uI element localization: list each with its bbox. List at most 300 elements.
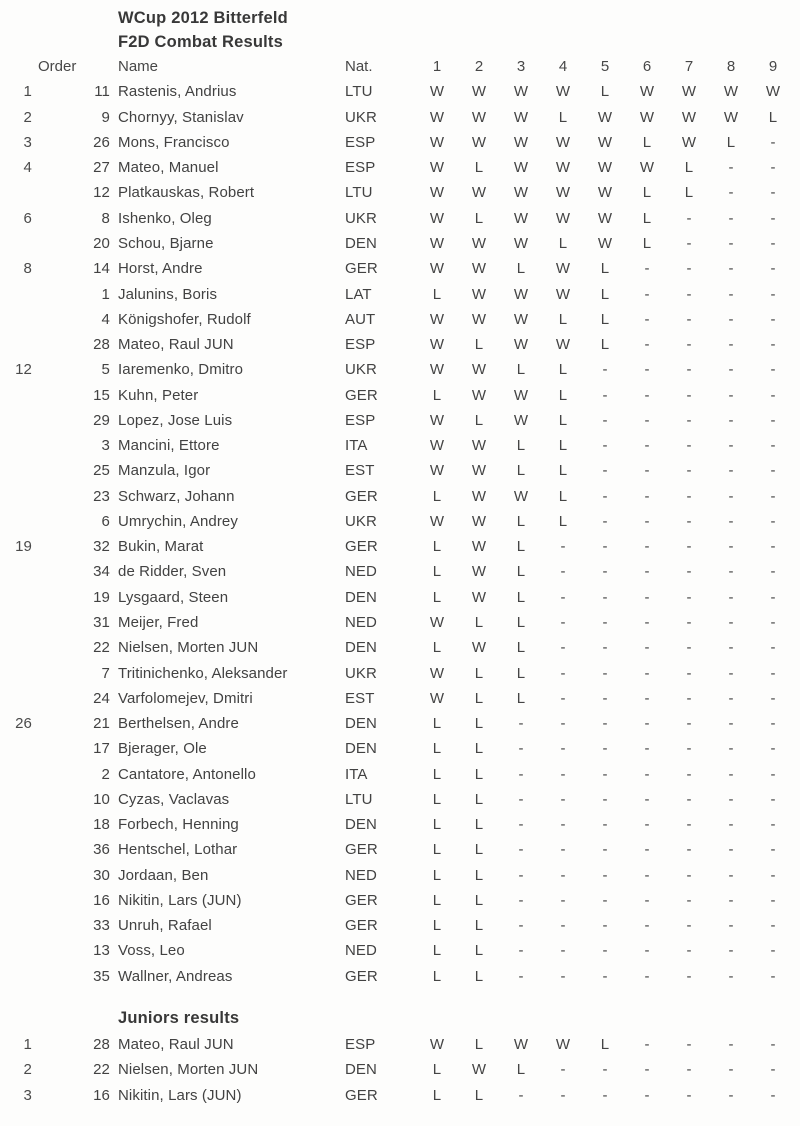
- round-result-cell: -: [644, 1035, 650, 1053]
- round-result-cell: L: [642, 209, 652, 227]
- round-result-cell: -: [560, 538, 566, 556]
- round-result-cell: W: [555, 159, 571, 177]
- round-result-cell: -: [644, 841, 650, 859]
- pilot-name-cell: Mancini, Ettore: [118, 437, 220, 455]
- table-row: [0, 433, 800, 458]
- round-result-cell: W: [765, 83, 781, 101]
- round-result-cell: -: [518, 816, 524, 834]
- round-result-cell: -: [644, 942, 650, 960]
- table-row: [0, 913, 800, 938]
- table-row: [0, 1082, 800, 1107]
- table-row: [0, 736, 800, 761]
- pilot-number-cell: 20: [93, 235, 110, 253]
- order-cell: 1: [23, 83, 32, 101]
- round-result-cell: L: [432, 1061, 442, 1079]
- round-result-cell: -: [644, 891, 650, 909]
- round-result-cell: W: [471, 1061, 487, 1079]
- round-result-cell: -: [560, 816, 566, 834]
- round-result-cell: -: [644, 512, 650, 530]
- nationality-cell: GER: [345, 260, 378, 278]
- table-row: [0, 509, 800, 534]
- nationality-cell: UKR: [345, 361, 377, 379]
- table-row: [0, 256, 800, 281]
- round-result-cell: -: [560, 740, 566, 758]
- order-cell: 6: [23, 209, 32, 227]
- round-result-cell: W: [513, 487, 529, 505]
- pilot-name-cell: Forbech, Henning: [118, 816, 239, 834]
- pilot-name-cell: Umrychin, Andrey: [118, 512, 238, 530]
- nationality-cell: GER: [345, 1086, 378, 1104]
- round-result-cell: -: [602, 740, 608, 758]
- round-result-cell: L: [600, 285, 610, 303]
- pilot-name-cell: Mateo, Manuel: [118, 159, 219, 177]
- order-cell: 26: [15, 715, 32, 733]
- round-result-cell: -: [644, 588, 650, 606]
- round-result-cell: -: [728, 740, 734, 758]
- round-result-cell: -: [770, 1086, 776, 1104]
- pilot-number-cell: 27: [93, 159, 110, 177]
- main-results-table: [0, 79, 800, 989]
- round-result-cell: W: [429, 1035, 445, 1053]
- round-result-cell: -: [770, 639, 776, 657]
- round-result-cell: L: [516, 689, 526, 707]
- round-result-cell: L: [474, 664, 484, 682]
- round-result-cell: L: [516, 614, 526, 631]
- table-row: [0, 559, 800, 584]
- round-result-cell: -: [602, 538, 608, 556]
- round-result-cell: W: [723, 108, 739, 126]
- round-result-cell: -: [602, 917, 608, 935]
- round-result-cell: -: [770, 285, 776, 303]
- nationality-cell: EST: [345, 689, 375, 707]
- round-result-cell: -: [728, 1086, 734, 1104]
- table-row: [0, 964, 800, 989]
- round-result-cell: W: [429, 83, 445, 101]
- round-result-cell: W: [429, 411, 445, 429]
- round-result-cell: -: [560, 967, 566, 985]
- pilot-name-cell: Nielsen, Morten JUN: [118, 1061, 259, 1079]
- pilot-number-cell: 10: [93, 790, 110, 808]
- round-result-cell: -: [644, 462, 650, 480]
- round-result-cell: -: [560, 563, 566, 581]
- round-result-cell: W: [471, 285, 487, 303]
- pilot-number-cell: 6: [101, 512, 110, 530]
- round-result-cell: -: [686, 209, 692, 227]
- round-result-cell: L: [726, 133, 736, 151]
- nationality-cell: DEN: [345, 740, 377, 758]
- round-result-cell: -: [686, 891, 692, 909]
- pilot-name-cell: Tritinichenko, Aleksander: [118, 664, 288, 682]
- round-result-cell: -: [518, 841, 524, 859]
- nationality-cell: LTU: [345, 83, 373, 101]
- column-header-nat: Nat.: [345, 58, 373, 76]
- round-result-cell: -: [728, 487, 734, 505]
- round-result-cell: L: [474, 841, 484, 859]
- column-header-round-8: 8: [726, 58, 736, 76]
- round-result-cell: L: [558, 235, 568, 253]
- round-result-cell: -: [770, 133, 776, 151]
- round-result-cell: -: [728, 209, 734, 227]
- pilot-name-cell: Nielsen, Morten JUN: [118, 639, 259, 657]
- round-result-cell: L: [516, 588, 526, 606]
- round-result-cell: -: [728, 285, 734, 303]
- round-result-cell: -: [770, 235, 776, 253]
- round-result-cell: L: [600, 1035, 610, 1053]
- round-result-cell: -: [770, 917, 776, 935]
- round-result-cell: L: [516, 639, 526, 657]
- round-result-cell: -: [644, 285, 650, 303]
- round-result-cell: -: [728, 614, 734, 631]
- round-result-cell: W: [681, 108, 697, 126]
- round-result-cell: L: [432, 563, 442, 581]
- round-result-cell: -: [518, 967, 524, 985]
- round-result-cell: L: [474, 411, 484, 429]
- round-result-cell: -: [602, 967, 608, 985]
- round-result-cell: -: [560, 917, 566, 935]
- nationality-cell: LAT: [345, 285, 372, 303]
- round-result-cell: -: [770, 563, 776, 581]
- round-result-cell: -: [728, 437, 734, 455]
- pilot-name-cell: Nikitin, Lars (JUN): [118, 891, 242, 909]
- round-result-cell: W: [513, 133, 529, 151]
- table-row: [0, 79, 800, 104]
- round-result-cell: L: [558, 411, 568, 429]
- round-result-cell: -: [560, 614, 566, 631]
- pilot-name-cell: Kuhn, Peter: [118, 386, 199, 404]
- round-result-cell: -: [644, 310, 650, 328]
- round-result-cell: L: [432, 588, 442, 606]
- pilot-number-cell: 35: [93, 967, 110, 985]
- table-row: [0, 761, 800, 786]
- round-result-cell: -: [518, 866, 524, 884]
- round-result-cell: -: [728, 588, 734, 606]
- nationality-cell: UKR: [345, 664, 377, 682]
- round-result-cell: -: [728, 386, 734, 404]
- round-result-cell: W: [555, 209, 571, 227]
- table-row: [0, 231, 800, 256]
- round-result-cell: W: [639, 108, 655, 126]
- round-result-cell: L: [516, 538, 526, 556]
- round-result-cell: W: [597, 159, 613, 177]
- round-result-cell: -: [728, 765, 734, 783]
- table-row: [0, 585, 800, 610]
- column-header-round-2: 2: [474, 58, 484, 76]
- round-result-cell: -: [728, 715, 734, 733]
- pilot-name-cell: Mateo, Raul JUN: [118, 1035, 234, 1053]
- round-result-cell: W: [513, 336, 529, 354]
- round-result-cell: W: [471, 487, 487, 505]
- round-result-cell: L: [516, 512, 526, 530]
- pilot-number-cell: 25: [93, 462, 110, 480]
- round-result-cell: L: [516, 462, 526, 480]
- column-header-round-5: 5: [600, 58, 610, 76]
- pilot-name-cell: Voss, Leo: [118, 942, 185, 960]
- pilot-name-cell: Wallner, Andreas: [118, 967, 233, 985]
- round-result-cell: W: [471, 108, 487, 126]
- round-result-cell: L: [684, 184, 694, 202]
- round-result-cell: -: [602, 512, 608, 530]
- order-cell: 19: [15, 538, 32, 556]
- round-result-cell: -: [770, 437, 776, 455]
- round-result-cell: W: [429, 133, 445, 151]
- round-result-cell: -: [728, 891, 734, 909]
- column-header-round-3: 3: [516, 58, 526, 76]
- round-result-cell: W: [639, 159, 655, 177]
- table-row: [0, 484, 800, 509]
- table-row: [0, 357, 800, 382]
- round-result-cell: -: [770, 816, 776, 834]
- round-result-cell: L: [516, 563, 526, 581]
- table-row: [0, 155, 800, 180]
- pilot-number-cell: 33: [93, 917, 110, 935]
- round-result-cell: -: [686, 689, 692, 707]
- nationality-cell: LTU: [345, 790, 373, 808]
- round-result-cell: -: [770, 689, 776, 707]
- nationality-cell: ITA: [345, 765, 368, 783]
- round-result-cell: W: [429, 159, 445, 177]
- pilot-number-cell: 23: [93, 487, 110, 505]
- nationality-cell: EST: [345, 462, 375, 480]
- round-result-cell: -: [560, 715, 566, 733]
- round-result-cell: -: [728, 336, 734, 354]
- table-row: [0, 458, 800, 483]
- pilot-number-cell: 14: [93, 260, 110, 278]
- round-result-cell: -: [770, 336, 776, 354]
- nationality-cell: UKR: [345, 512, 377, 530]
- round-result-cell: L: [474, 715, 484, 733]
- round-result-cell: W: [429, 184, 445, 202]
- round-result-cell: -: [770, 740, 776, 758]
- round-result-cell: L: [474, 614, 484, 631]
- table-row: [0, 382, 800, 407]
- table-row: [0, 105, 800, 130]
- round-result-cell: -: [518, 715, 524, 733]
- pilot-name-cell: Lopez, Jose Luis: [118, 411, 233, 429]
- nationality-cell: ESP: [345, 336, 376, 354]
- table-row: [0, 635, 800, 660]
- round-result-cell: -: [686, 790, 692, 808]
- nationality-cell: GER: [345, 917, 378, 935]
- round-result-cell: -: [770, 765, 776, 783]
- pilot-name-cell: Schwarz, Johann: [118, 487, 235, 505]
- round-result-cell: W: [471, 462, 487, 480]
- round-result-cell: -: [770, 942, 776, 960]
- round-result-cell: -: [644, 260, 650, 278]
- round-result-cell: -: [602, 765, 608, 783]
- round-result-cell: L: [516, 361, 526, 379]
- round-result-cell: -: [602, 715, 608, 733]
- juniors-results-table: [0, 1032, 800, 1108]
- nationality-cell: GER: [345, 386, 378, 404]
- round-result-cell: -: [686, 715, 692, 733]
- table-row: [0, 711, 800, 736]
- round-result-cell: -: [770, 664, 776, 682]
- table-row: [0, 408, 800, 433]
- round-result-cell: -: [602, 563, 608, 581]
- round-result-cell: -: [686, 967, 692, 985]
- nationality-cell: DEN: [345, 715, 377, 733]
- pilot-number-cell: 7: [101, 664, 110, 682]
- round-result-cell: -: [728, 689, 734, 707]
- round-result-cell: -: [518, 891, 524, 909]
- pilot-name-cell: Platkauskas, Robert: [118, 184, 255, 202]
- round-result-cell: -: [728, 361, 734, 379]
- round-result-cell: -: [770, 891, 776, 909]
- round-result-cell: -: [770, 967, 776, 985]
- pilot-number-cell: 28: [93, 1035, 110, 1053]
- round-result-cell: -: [728, 917, 734, 935]
- table-row: [0, 787, 800, 812]
- table-row: [0, 660, 800, 685]
- round-result-cell: W: [513, 209, 529, 227]
- pilot-name-cell: Ishenko, Oleg: [118, 209, 212, 227]
- round-result-cell: L: [432, 538, 442, 556]
- round-result-cell: -: [770, 715, 776, 733]
- column-header-round-9: 9: [768, 58, 778, 76]
- order-cell: 2: [23, 1061, 32, 1079]
- round-result-cell: W: [471, 260, 487, 278]
- round-result-cell: -: [686, 512, 692, 530]
- round-result-cell: -: [560, 841, 566, 859]
- nationality-cell: AUT: [345, 310, 376, 328]
- round-result-cell: L: [474, 866, 484, 884]
- round-result-cell: L: [558, 462, 568, 480]
- round-result-cell: -: [728, 538, 734, 556]
- column-header-order: Order: [38, 58, 77, 76]
- round-result-cell: -: [770, 512, 776, 530]
- round-result-cell: -: [686, 411, 692, 429]
- round-result-cell: -: [770, 790, 776, 808]
- round-result-cell: W: [513, 1035, 529, 1053]
- round-result-cell: L: [558, 512, 568, 530]
- round-result-cell: -: [602, 942, 608, 960]
- round-result-cell: -: [644, 386, 650, 404]
- pilot-name-cell: Manzula, Igor: [118, 462, 211, 480]
- round-result-cell: -: [770, 614, 776, 631]
- pilot-name-cell: Bjerager, Ole: [118, 740, 207, 758]
- round-result-cell: W: [597, 209, 613, 227]
- nationality-cell: GER: [345, 487, 378, 505]
- round-result-cell: -: [770, 487, 776, 505]
- round-result-cell: W: [471, 386, 487, 404]
- round-result-cell: -: [644, 1086, 650, 1104]
- round-result-cell: -: [602, 1086, 608, 1104]
- round-result-cell: L: [432, 1086, 442, 1104]
- round-result-cell: -: [602, 411, 608, 429]
- nationality-cell: ESP: [345, 411, 376, 429]
- round-result-cell: L: [432, 790, 442, 808]
- round-result-cell: W: [429, 512, 445, 530]
- round-result-cell: -: [560, 765, 566, 783]
- round-result-cell: L: [558, 108, 568, 126]
- round-result-cell: -: [686, 563, 692, 581]
- round-result-cell: L: [432, 816, 442, 834]
- pilot-number-cell: 11: [94, 83, 110, 101]
- round-result-cell: L: [432, 639, 442, 657]
- round-result-cell: -: [602, 614, 608, 631]
- pilot-number-cell: 24: [93, 689, 110, 707]
- round-result-cell: W: [429, 437, 445, 455]
- nationality-cell: UKR: [345, 209, 377, 227]
- round-result-cell: -: [602, 487, 608, 505]
- pilot-number-cell: 1: [101, 285, 110, 303]
- pilot-name-cell: Horst, Andre: [118, 260, 203, 278]
- round-result-cell: W: [555, 260, 571, 278]
- round-result-cell: W: [639, 83, 655, 101]
- round-result-cell: -: [686, 866, 692, 884]
- column-header-round-7: 7: [684, 58, 694, 76]
- round-result-cell: L: [558, 437, 568, 455]
- round-result-cell: L: [474, 816, 484, 834]
- round-result-cell: W: [513, 184, 529, 202]
- table-row: [0, 888, 800, 913]
- round-result-cell: L: [600, 310, 610, 328]
- pilot-number-cell: 5: [101, 361, 110, 379]
- nationality-cell: ITA: [345, 437, 368, 455]
- round-result-cell: L: [474, 942, 484, 960]
- round-result-cell: -: [560, 866, 566, 884]
- order-cell: 3: [23, 133, 32, 151]
- round-result-cell: L: [474, 689, 484, 707]
- round-result-cell: W: [513, 310, 529, 328]
- round-result-cell: -: [686, 487, 692, 505]
- round-result-cell: W: [471, 235, 487, 253]
- round-result-cell: L: [600, 83, 610, 101]
- round-result-cell: W: [513, 285, 529, 303]
- round-result-cell: -: [770, 538, 776, 556]
- round-result-cell: -: [770, 866, 776, 884]
- round-result-cell: -: [644, 866, 650, 884]
- pilot-number-cell: 22: [93, 1061, 110, 1079]
- round-result-cell: -: [686, 1086, 692, 1104]
- round-result-cell: L: [558, 386, 568, 404]
- round-result-cell: -: [728, 1035, 734, 1053]
- round-result-cell: -: [770, 1061, 776, 1079]
- round-result-cell: W: [513, 386, 529, 404]
- round-result-cell: W: [429, 310, 445, 328]
- round-result-cell: W: [471, 83, 487, 101]
- round-result-cell: -: [686, 841, 692, 859]
- pilot-name-cell: Mateo, Raul JUN: [118, 336, 234, 354]
- round-result-cell: W: [681, 133, 697, 151]
- round-result-cell: -: [602, 689, 608, 707]
- round-result-cell: -: [686, 386, 692, 404]
- round-result-cell: -: [686, 1035, 692, 1053]
- round-result-cell: -: [518, 917, 524, 935]
- round-result-cell: L: [474, 740, 484, 758]
- table-row: [0, 206, 800, 231]
- table-row: [0, 863, 800, 888]
- table-row: [0, 938, 800, 963]
- round-result-cell: L: [432, 942, 442, 960]
- round-result-cell: L: [600, 336, 610, 354]
- pilot-name-cell: Meijer, Fred: [118, 614, 199, 631]
- table-row: [0, 281, 800, 306]
- nationality-cell: DEN: [345, 639, 377, 657]
- table-row: [0, 307, 800, 332]
- round-result-cell: L: [432, 487, 442, 505]
- round-result-cell: W: [597, 235, 613, 253]
- round-result-cell: -: [602, 841, 608, 859]
- round-result-cell: L: [516, 437, 526, 455]
- pilot-number-cell: 16: [93, 1086, 110, 1104]
- round-result-cell: -: [728, 866, 734, 884]
- round-result-cell: -: [728, 235, 734, 253]
- pilot-number-cell: 34: [93, 563, 110, 581]
- pilot-name-cell: Unruh, Rafael: [118, 917, 212, 935]
- round-result-cell: -: [728, 563, 734, 581]
- round-result-cell: L: [474, 1086, 484, 1104]
